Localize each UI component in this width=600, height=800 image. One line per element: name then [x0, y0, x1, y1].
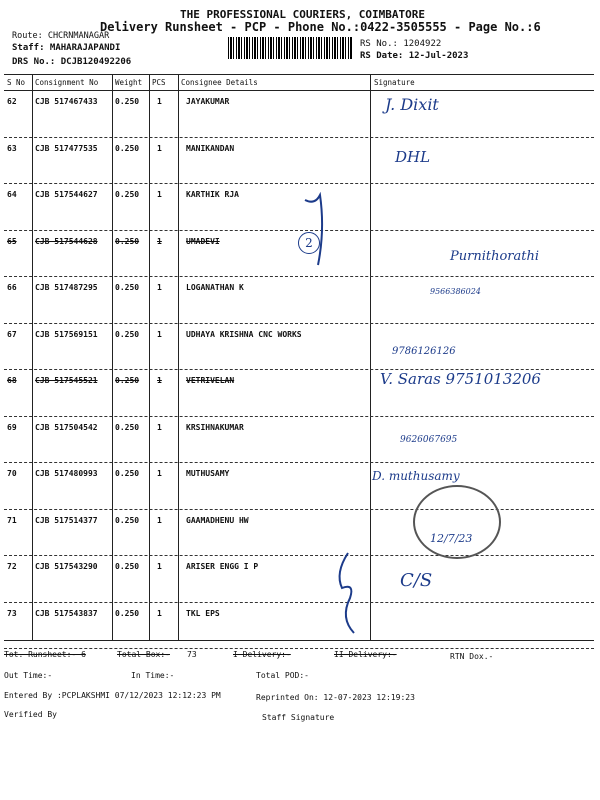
cell-pcs: 1: [157, 97, 162, 106]
handwritten-signature: Purnithorathi: [450, 248, 540, 264]
cell-pcs: 1: [157, 329, 162, 339]
entered-by: Entered By :PCPLAKSHMI 07/12/2023 12:12:23 PM: [4, 691, 221, 700]
row-divider: [4, 602, 594, 603]
header-bottom-border: [4, 90, 594, 91]
i-delivery: I Delivery:-: [233, 650, 291, 659]
row-divider: [4, 137, 594, 138]
col-header-weight: Weight: [115, 78, 143, 87]
row-divider: [4, 509, 594, 510]
pen-mark-icon: [330, 548, 370, 638]
handwritten-signature: C/S: [400, 570, 433, 591]
cell-weight: 0.250: [115, 143, 140, 153]
cell-pcs: 1: [157, 283, 162, 292]
handwritten-signature: J. Dixit: [385, 95, 439, 114]
delivery-stamp: [413, 485, 501, 559]
cell-consignment: CJB 517504542: [35, 422, 98, 432]
cell-consignment: CJB 517477535: [35, 143, 98, 153]
pen-mark-icon: [300, 190, 340, 270]
cell-weight: 0.250: [115, 97, 140, 106]
verified-by: Verified By: [4, 710, 57, 719]
cell-consignment: CJB 517544627: [35, 190, 98, 199]
total-box-label: Total Box:-: [117, 650, 170, 659]
cell-sno: 65: [7, 236, 17, 246]
cell-consignment: CJB 517543290: [35, 562, 98, 571]
cell-pcs: 1: [157, 376, 162, 385]
rs-number: RS No.: 1204922: [360, 39, 442, 49]
circled-number: 2: [298, 232, 320, 254]
cell-sno: 62: [7, 97, 17, 106]
cell-weight: 0.250: [115, 329, 140, 339]
staff-label: Staff: MAHARAJAPANDI: [12, 43, 121, 53]
route-label: Route: CHCRNMANAGAR: [12, 31, 110, 41]
barcode: [228, 37, 353, 59]
table-top-border: [4, 74, 594, 75]
company-title: THE PROFESSIONAL COURIERS, COIMBATORE: [180, 8, 426, 21]
row-divider: [4, 276, 594, 277]
cell-consignee: GAAMADHENU HW: [186, 515, 249, 525]
cell-weight: 0.250: [115, 562, 140, 571]
cell-sno: 73: [7, 608, 17, 618]
cell-sno: 69: [7, 422, 17, 432]
handwritten-signature: 12/7/23: [430, 531, 473, 545]
row-divider: [4, 462, 594, 463]
cell-weight: 0.250: [115, 283, 140, 292]
handwritten-signature: 9786126126: [392, 345, 456, 357]
handwritten-signature: V. Saras 9751013206: [380, 370, 541, 388]
cell-consignee: UMADEVI: [186, 236, 220, 246]
cell-consignment: CJB 517569151: [35, 329, 98, 339]
cell-consignment: CJB 517545521: [35, 376, 98, 385]
cell-pcs: 1: [157, 236, 162, 246]
cell-pcs: 1: [157, 515, 162, 525]
runsheet-title: Delivery Runsheet - PCP - Phone No.:0422-3505555 - Page No.:6: [100, 20, 541, 34]
cell-consignee: KRSIHNAKUMAR: [186, 422, 244, 432]
cell-sno: 63: [7, 143, 17, 153]
cell-consignee: UDHAYA KRISHNA CNC WORKS: [186, 329, 302, 339]
cell-sno: 67: [7, 329, 17, 339]
cell-weight: 0.250: [115, 236, 140, 246]
row-divider: [4, 555, 594, 556]
cell-sno: 72: [7, 562, 17, 571]
cell-weight: 0.250: [115, 469, 140, 478]
col-header-pcs: PCS: [152, 78, 166, 87]
cell-consignment: CJB 517544628: [35, 236, 98, 246]
cell-pcs: 1: [157, 190, 162, 199]
cell-consignee: VETRIVELAN: [186, 376, 235, 385]
cell-weight: 0.250: [115, 515, 140, 525]
cell-consignment: CJB 517467433: [35, 97, 98, 106]
cell-consignee: KARTHIK RJA: [186, 190, 239, 199]
cell-consignee: TKL EPS: [186, 608, 220, 618]
cell-weight: 0.250: [115, 422, 140, 432]
cell-consignee: LOGANATHAN K: [186, 283, 244, 292]
handwritten-signature: D. muthusamy: [372, 469, 460, 483]
handwritten-signature: 9566386024: [430, 287, 481, 296]
handwritten-signature: DHL: [395, 147, 431, 166]
cell-pcs: 1: [157, 562, 162, 571]
total-box-value: 73: [187, 650, 197, 659]
rtn-dox: RTN Dox.-: [450, 652, 494, 661]
cell-weight: 0.250: [115, 608, 140, 618]
table-bottom-border: [4, 640, 594, 641]
cell-consignment: CJB 517543837: [35, 608, 98, 618]
reprinted-on: Reprinted On: 12-07-2023 12:19:23: [256, 693, 415, 702]
in-time: In Time:-: [131, 671, 175, 680]
cell-consignee: MANIKANDAN: [186, 143, 235, 153]
row-divider: [4, 416, 594, 417]
out-time: Out Time:-: [4, 671, 53, 680]
cell-consignee: MUTHUSAMY: [186, 469, 230, 478]
cell-sno: 64: [7, 190, 17, 199]
cell-pcs: 1: [157, 608, 162, 618]
cell-pcs: 1: [157, 422, 162, 432]
row-divider: [4, 230, 594, 231]
cell-pcs: 1: [157, 143, 162, 153]
row-divider: [4, 648, 594, 649]
cell-consignment: CJB 517514377: [35, 515, 98, 525]
col-header-consignment: Consignment No: [35, 78, 99, 87]
staff-signature: Staff Signature: [262, 713, 335, 722]
total-pod: Total POD:-: [256, 671, 309, 680]
rs-date: RS Date: 12-Jul-2023: [360, 51, 469, 61]
drs-number: DRS No.: DCJB120492206: [12, 57, 132, 67]
col-header-signature: Signature: [374, 78, 415, 87]
tot-runsheet: Tot. Runsheet:- 6: [4, 650, 86, 659]
cell-sno: 70: [7, 469, 17, 478]
handwritten-signature: 9626067695: [400, 434, 458, 445]
col-header-consignee: Consignee Details: [181, 78, 258, 87]
cell-weight: 0.250: [115, 376, 140, 385]
cell-weight: 0.250: [115, 190, 140, 199]
row-divider: [4, 183, 594, 184]
cell-pcs: 1: [157, 469, 162, 478]
row-divider: [4, 323, 594, 324]
cell-sno: 68: [7, 376, 17, 385]
cell-consignee: JAYAKUMAR: [186, 97, 230, 106]
ii-delivery: II Delivery:-: [334, 650, 397, 659]
cell-sno: 66: [7, 283, 17, 292]
cell-sno: 71: [7, 515, 17, 525]
cell-consignee: ARISER ENGG I P: [186, 562, 259, 571]
cell-consignment: CJB 517487295: [35, 283, 98, 292]
col-header-sno: S No: [7, 78, 26, 87]
cell-consignment: CJB 517480993: [35, 469, 98, 478]
